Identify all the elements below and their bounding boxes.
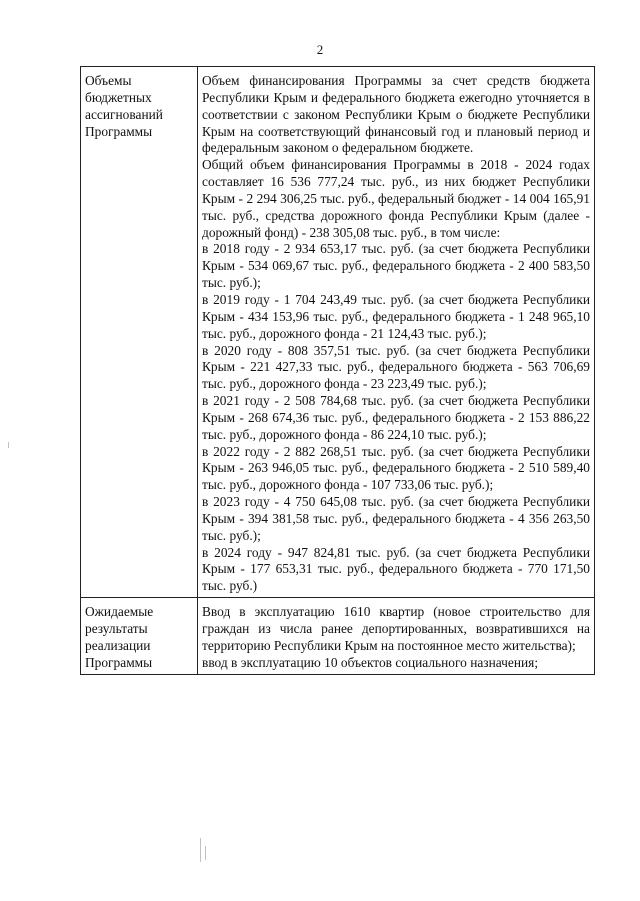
row-label-results: Ожидаемые результаты реализации Программы (81, 598, 198, 674)
table-row-results (81, 598, 595, 674)
budget-year-2022: в 2022 году - 2 882 268,51 тыс. руб. (за счет бюджета Республики Крым - 263 946,05 тыс. руб., федерального бюджета - 2 510 589,40 тыс. руб., дорожного фонда - 107 733,06 тыс. руб.); (202, 443, 590, 493)
results-paragraph: Ввод в эксплуатацию 1610 квартир (новое строительство для граждан из числа ранее депортированных, возвратившихся на территорию Республики Крым на постоянное место жительства); (202, 604, 590, 653)
program-passport-table (80, 66, 595, 675)
row-content-budget (198, 67, 595, 598)
budget-year-2023: в 2023 году - 4 750 645,08 тыс. руб. (за счет бюджета Республики Крым - 394 381,58 тыс. руб., федерального бюджета - 4 356 263,50 тыс. руб.); (202, 494, 590, 543)
budget-paragraph: Общий объем финансирования Программы в 2018 - 2024 годах составляет 16 536 777,24 тыс. руб., из них бюджет Республики Крым - 2 294 306,25 тыс. руб., федеральный бюджет - 14 004 165,91 тыс. руб., средства дорожного фонда Республики Крым (далее - дорожный фонд) - 238 305,08 тыс. руб., в том числе: (202, 157, 590, 240)
results-paragraph: ввод в эксплуатацию 10 объектов социального назначения; (202, 654, 539, 670)
budget-year-2019: в 2019 году - 1 704 243,49 тыс. руб. (за счет бюджета Республики Крым - 434 153,96 тыс. руб., федерального бюджета - 1 248 965,10 тыс. руб., дорожного фонда - 21 124,43 тыс. руб.); (202, 291, 590, 341)
budget-year-2018: в 2018 году - 2 934 653,17 тыс. руб. (за счет бюджета Республики Крым - 534 069,67 тыс. руб., федерального бюджета - 2 400 583,50 тыс. руб.); (202, 241, 590, 291)
row-label-budget: Объемы бюджетных ассигнований Программы (81, 67, 198, 598)
scan-artifact (200, 838, 201, 862)
table-row-budget (81, 67, 595, 598)
budget-year-2020: в 2020 году - 808 357,51 тыс. руб. (за счет бюджета Республики Крым - 221 427,33 тыс. руб., федерального бюджета - 563 706,69 тыс. руб., дорожного фонда - 23 223,49 тыс. руб.); (202, 342, 590, 392)
scan-artifact (205, 846, 206, 860)
page-number: 2 (316, 42, 324, 57)
scan-artifact (8, 442, 9, 448)
budget-year-2024: в 2024 году - 947 824,81 тыс. руб. (за счет бюджета Республики Крым - 177 653,31 тыс. руб., федерального бюджета - 770 171,50 тыс. руб.) (202, 544, 590, 594)
budget-paragraph: Объем финансирования Программы за счет средств бюджета Республики Крым и федерального бюджета ежегодно уточняется в соответствии с законом Республики Крым о бюджете Республики Крым на соответствующий финансовый год и плановый период и федеральным законом о федеральном бюджете. (202, 73, 590, 156)
row-content-results (198, 598, 595, 674)
budget-year-2021: в 2021 году - 2 508 784,68 тыс. руб. (за счет бюджета Республики Крым - 268 674,36 тыс. руб., федерального бюджета - 2 153 886,22 тыс. руб., дорожного фонда - 86 224,10 тыс. руб.); (202, 393, 590, 442)
